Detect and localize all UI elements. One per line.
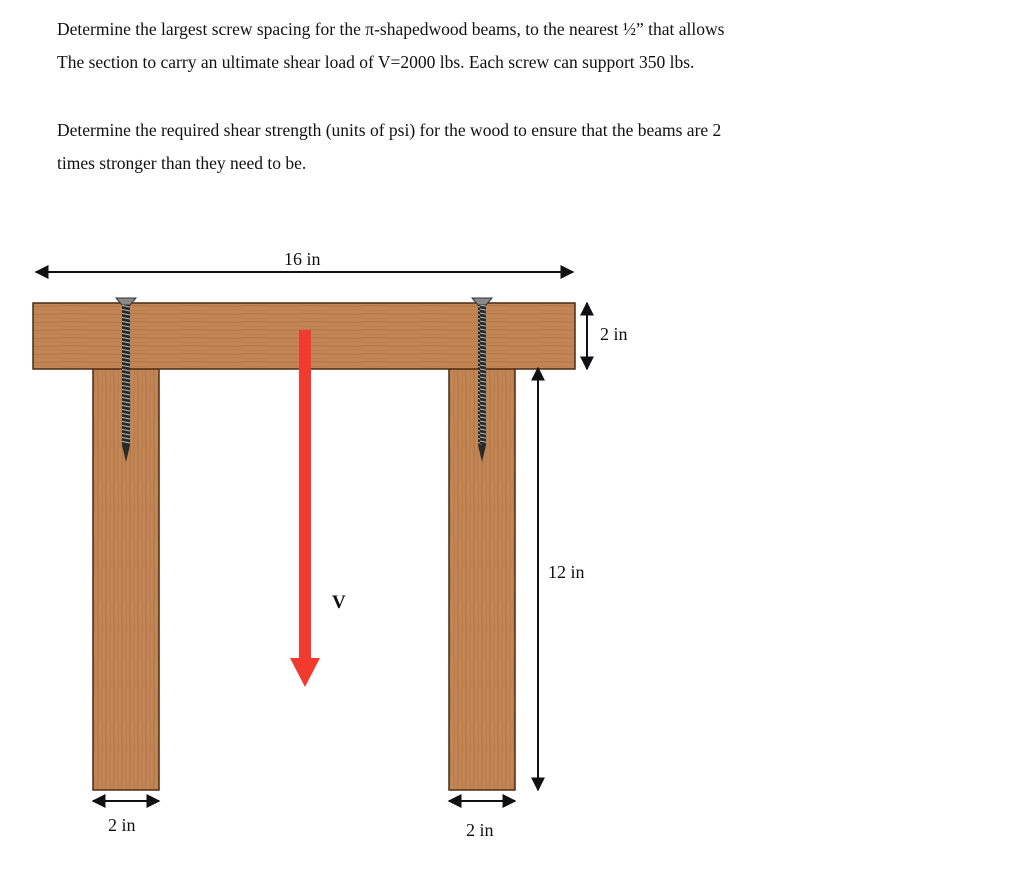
problem-line-3: Determine the required shear strength (units of psi) for the wood to ensure that the beams are 2 <box>57 120 722 140</box>
problem-line-4: times stronger than they need to be. <box>57 153 307 173</box>
flange-thickness-label: 2 in <box>600 324 628 344</box>
flange-width-label: 16 in <box>284 249 321 269</box>
shear-load-label: V <box>332 592 346 613</box>
right-web-width-label: 2 in <box>466 820 494 840</box>
shear-load-arrow <box>290 330 320 687</box>
problem-line-1: Determine the largest screw spacing for the π-shapedwood beams, to the nearest ½” that allows <box>57 19 725 39</box>
web-height-label: 12 in <box>548 562 585 582</box>
left-web-width-label: 2 in <box>108 815 136 835</box>
problem-line-2: The section to carry an ultimate shear load of V=2000 lbs. Each screw can support 350 lbs. <box>57 52 695 72</box>
